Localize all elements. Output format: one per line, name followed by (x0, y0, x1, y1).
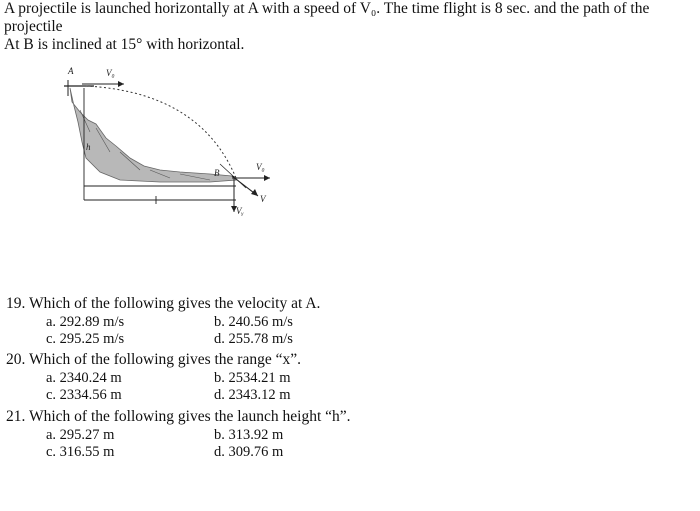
label-v: V (260, 194, 266, 204)
label-h: h (86, 142, 91, 152)
projectile-diagram (60, 62, 280, 232)
question-20-option-a: a. 2340.24 m (46, 370, 122, 386)
question-19-option-a: a. 292.89 m/s (46, 314, 125, 330)
label-vy: Vᵧ (236, 206, 244, 216)
label-v0-top: V₀ (106, 68, 115, 78)
question-21-option-b: b. 313.92 m (214, 427, 284, 443)
question-20-option-d: d. 2343.12 m (214, 387, 291, 403)
label-a: A (68, 66, 74, 76)
question-19-option-d: d. 255.78 m/s (214, 331, 293, 347)
problem-statement (4, 0, 698, 54)
label-v0-right: V₀ (256, 162, 265, 172)
question-21-option-a: a. 295.27 m (46, 427, 115, 443)
question-21: 21. Which of the following gives the launch height “h”. (6, 408, 351, 425)
label-b: B (214, 168, 220, 178)
cliff-terrain (70, 88, 236, 182)
question-20-option-c: c. 2334.56 m (46, 387, 122, 403)
question-21-option-c: c. 316.55 m (46, 444, 115, 460)
question-19: 19. Which of the following gives the velocity at A. (6, 295, 321, 312)
question-20-option-b: b. 2534.21 m (214, 370, 291, 386)
problem-line-3: At B is inclined at 15° with horizontal. (4, 36, 245, 53)
problem-line-2: projectile (4, 18, 63, 35)
problem-line-1: A projectile is launched horizontally at A with a speed of V₀. The time flight is 8 sec. and the path of the (4, 0, 650, 17)
question-20: 20. Which of the following gives the range “x”. (6, 351, 301, 368)
question-19-option-c: c. 295.25 m/s (46, 331, 125, 347)
question-21-option-d: d. 309.76 m (214, 444, 284, 460)
question-19-option-b: b. 240.56 m/s (214, 314, 293, 330)
